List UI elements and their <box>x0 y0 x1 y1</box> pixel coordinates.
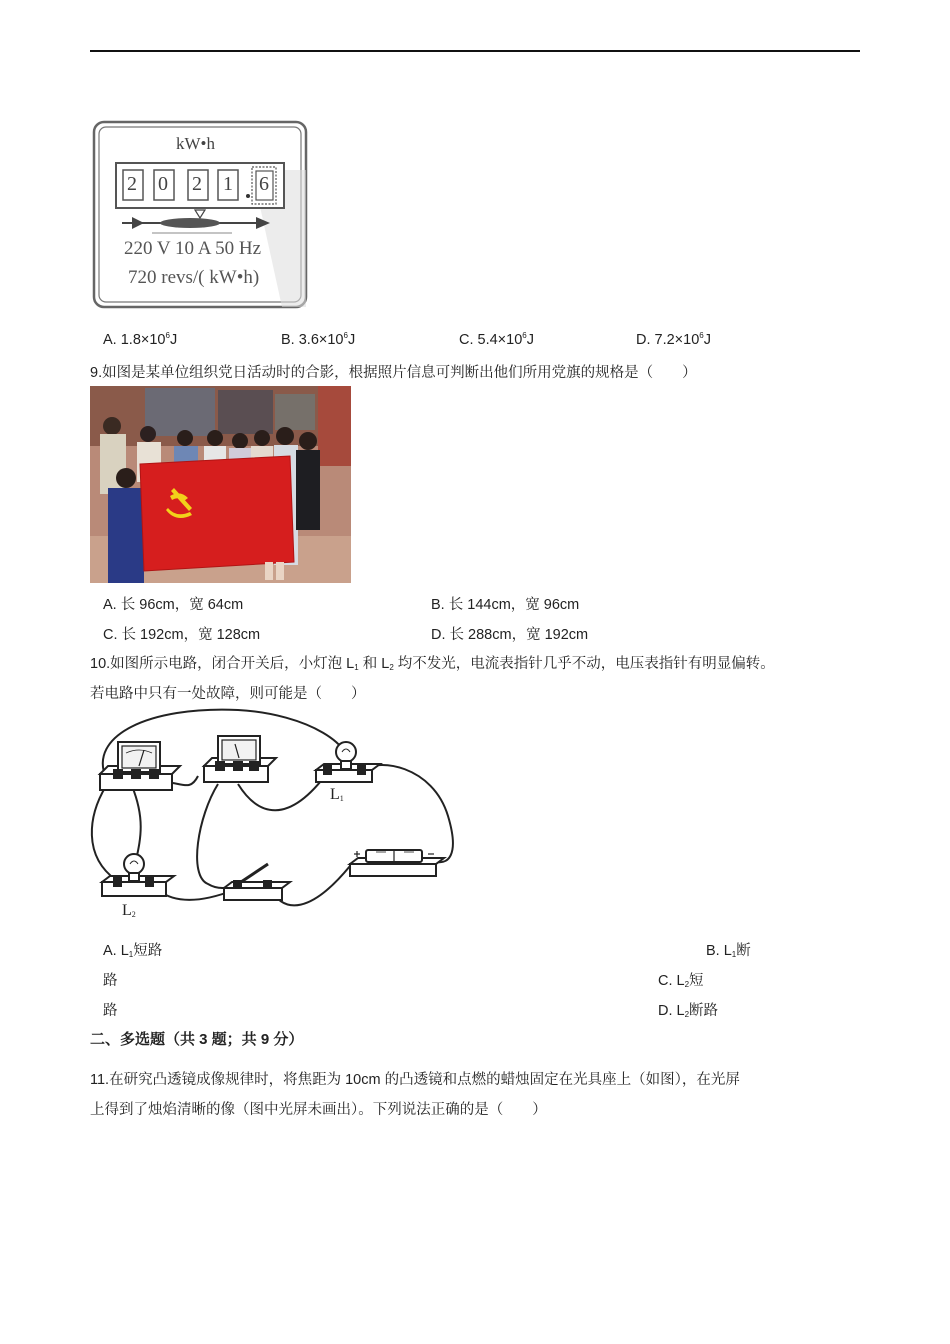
electric-meter-figure <box>92 120 310 310</box>
q10-option-a-wrap: 路 <box>103 973 118 989</box>
q11-stem-line1: 11.在研究凸透镜成像规律时，将焦距为 10cm 的凸透镜和点燃的蜡烛固定在光具座上（如图），在光屏 <box>90 1072 740 1088</box>
meter-digit: 2 <box>127 173 137 195</box>
q10-option-c[interactable]: C. $L_2$短 <box>658 973 704 989</box>
q10-option-a[interactable]: A. $L_1$短路 <box>103 943 163 959</box>
q10-option-b[interactable]: B. $L_1$断 <box>706 943 751 959</box>
circuit-diagram <box>88 706 460 924</box>
q11-stem-line2: 上得到了烛焰清晰的像（图中光屏未画出）。下列说法正确的是（ ） <box>90 1102 547 1118</box>
header-rule <box>90 50 860 52</box>
meter-rating: 220 V 10 A 50 Hz <box>124 238 262 259</box>
q10-option-c-wrap: 路 <box>103 1003 118 1019</box>
q8-option-b[interactable]: B. $3.6\times 10^6J$ <box>281 331 356 348</box>
q8-option-c[interactable]: C. $5.4\times 10^6J$ <box>459 331 534 348</box>
meter-digit: 0 <box>158 173 168 195</box>
q9-option-d[interactable]: D. 长 288cm，宽 192cm <box>431 627 589 643</box>
q9-stem: 9.如图是某单位组织党日活动时的合影，根据照片信息可判断出他们所用党旗的规格是（ ） <box>90 365 697 381</box>
q9-option-a[interactable]: A. 长 96cm，宽 64cm <box>103 597 244 613</box>
meter-revs: 720 revs/( kW•h) <box>128 267 260 288</box>
q10-stem-line2: 若电路中只有一处故障，则可能是（ ） <box>90 686 366 702</box>
section-heading: 二、多选题（共 3 题；共 9 分） <box>90 1031 304 1048</box>
meter-digit: 1 <box>223 173 233 195</box>
party-flag-photo <box>90 386 351 583</box>
circuit-label-l2: $L_2$ <box>122 902 136 919</box>
q8-option-a[interactable]: A. $1.8\times 10^6J$ <box>103 331 178 348</box>
q9-option-b[interactable]: B. 长 144cm，宽 96cm <box>431 597 580 613</box>
meter-digit: 6 <box>259 173 269 195</box>
circuit-label-l1: $L_1$ <box>330 786 344 803</box>
q9-option-c[interactable]: C. 长 192cm，宽 128cm <box>103 627 261 643</box>
q10-option-d[interactable]: D. $L_2$断路 <box>658 1003 719 1019</box>
meter-unit: kW•h <box>176 134 215 153</box>
q8-option-d[interactable]: D. $7.2\times 10^6J$ <box>636 331 711 348</box>
q10-stem-line1: 10.如图所示电路，闭合开关后，小灯泡 $L_1$ 和 $L_2$ 均不发光，电流表指针几乎不动，电压表指针有明显偏转。 <box>90 656 775 672</box>
meter-digit: 2 <box>192 173 202 195</box>
